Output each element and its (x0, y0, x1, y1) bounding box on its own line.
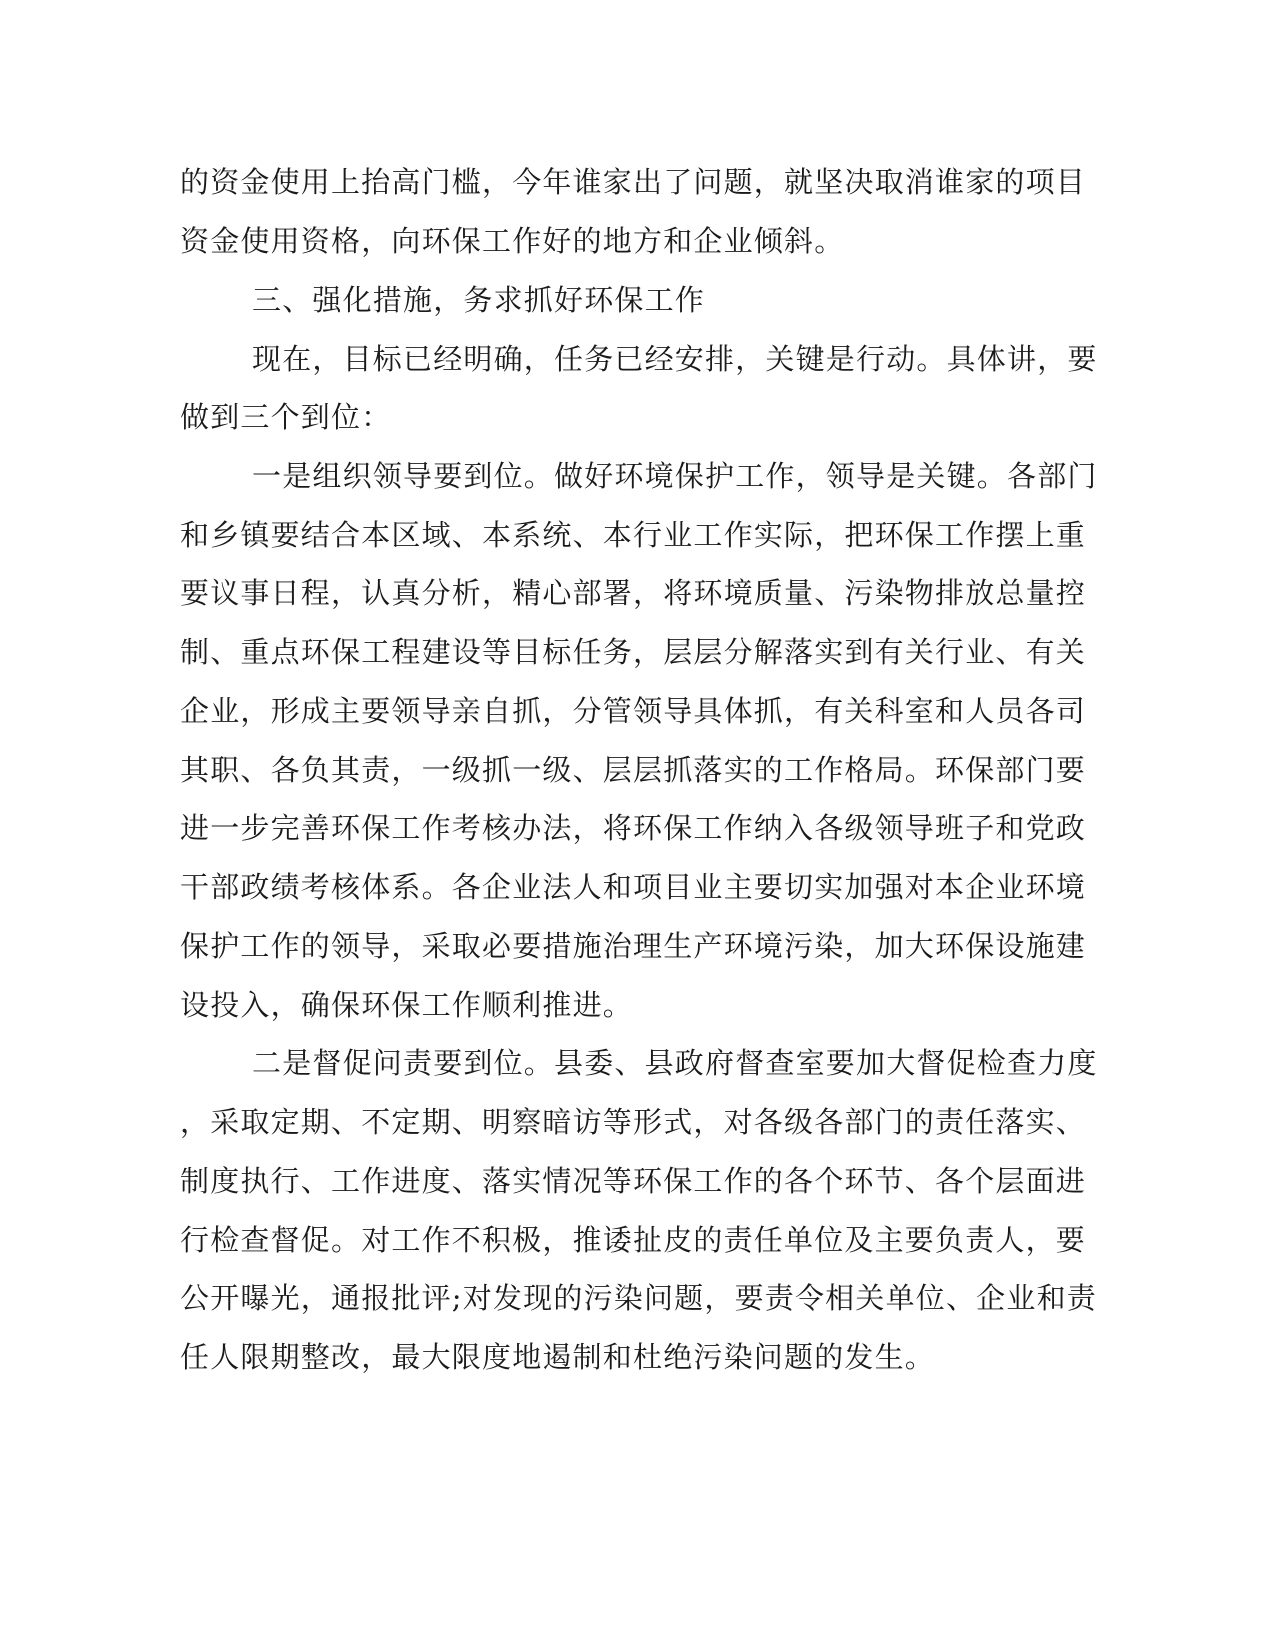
text-line: 干部政绩考核体系。各企业法人和项目业主要切实加强对本企业环境 (180, 870, 1087, 904)
text-line: 制、重点环保工程建设等目标任务，层层分解落实到有关行业、有关 (180, 635, 1087, 669)
text-line: 设投入，确保环保工作顺利推进。 (180, 988, 634, 1022)
text-line: 一是组织领导要到位。做好环境保护工作，领导是关键。各部门 (252, 459, 1098, 493)
text-line: 企业，形成主要领导亲自抓，分管领导具体抓，有关科室和人员各司 (180, 694, 1087, 728)
text-line: 的资金使用上抬高门槛，今年谁家出了问题，就坚决取消谁家的项目 (180, 165, 1087, 199)
text-line: 现在，目标已经明确，任务已经安排，关键是行动。具体讲，要 (252, 342, 1098, 376)
text-line: 制度执行、工作进度、落实情况等环保工作的各个环节、各个层面进 (180, 1164, 1087, 1198)
text-line: 行检查督促。对工作不积极，推诿扯皮的责任单位及主要负责人，要 (180, 1223, 1087, 1257)
text-line: 和乡镇要结合本区域、本系统、本行业工作实际，把环保工作摆上重 (180, 518, 1087, 552)
text-line: 其职、各负其责，一级抓一级、层层抓落实的工作格局。环保部门要 (180, 753, 1087, 787)
text-line: 保护工作的领导，采取必要措施治理生产环境污染，加大环保设施建 (180, 929, 1087, 963)
text-line: 公开曝光，通报批评;对发现的污染问题，要责令相关单位、企业和责 (180, 1281, 1097, 1315)
text-line: 做到三个到位： (180, 400, 392, 434)
text-line: 要议事日程，认真分析，精心部署，将环境质量、污染物排放总量控 (180, 576, 1087, 610)
text-line: 进一步完善环保工作考核办法，将环保工作纳入各级领导班子和党政 (180, 811, 1087, 845)
text-line: 资金使用资格，向环保工作好的地方和企业倾斜。 (180, 224, 845, 258)
text-line: 任人限期整改，最大限度地遏制和杜绝污染问题的发生。 (180, 1340, 936, 1374)
text-line: 二是督促问责要到位。县委、县政府督查室要加大督促检查力度 (252, 1046, 1098, 1080)
text-line: ，采取定期、不定期、明察暗访等形式，对各级各部门的责任落实、 (180, 1105, 1087, 1139)
section-heading: 三、强化措施，务求抓好环保工作 (252, 283, 706, 317)
